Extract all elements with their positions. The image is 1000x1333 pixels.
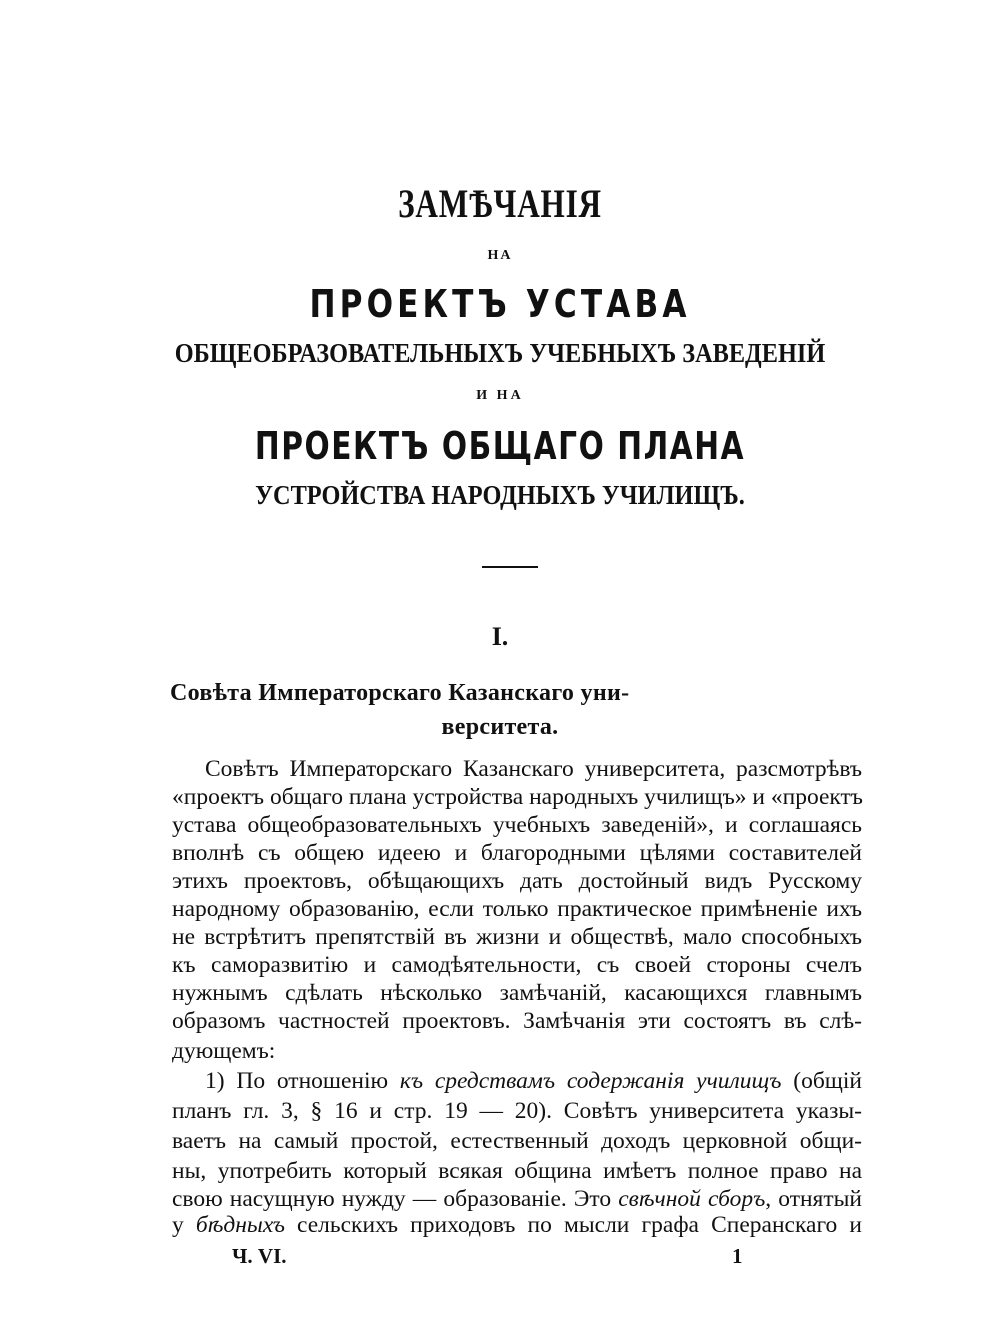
- section-number: I.: [491, 622, 509, 651]
- body-line: устава общеобразовательныхъ учебныхъ заведеній», и соглашаясь: [172, 812, 862, 838]
- body-italic: къ средствамъ содержанія училищъ: [399, 1068, 782, 1094]
- body-line: образомъ частностей проектовъ. Замѣчанія эти состоятъ въ слѣ-: [172, 1008, 862, 1034]
- body-line-last: дующемъ:: [172, 1038, 276, 1064]
- body-text: свою насущную нужду — образованіе. Это: [172, 1186, 619, 1212]
- body-line: нужнымъ сдѣлать нѣсколько замѣчаній, касающихся главнымъ: [172, 980, 862, 1006]
- title-proekt-plana: ПРОЕКТЪ ОБЩАГО ПЛАНА: [254, 424, 746, 468]
- body-italic: свѣчной сборъ: [618, 1186, 766, 1212]
- title-na: НА: [487, 248, 513, 263]
- section-heading-line1: Совѣта Императорскаго Казанскаго уни-: [170, 680, 630, 706]
- body-line: этихъ проектовъ, обѣщающихъ дать достойный видъ Русскому: [172, 868, 862, 894]
- body-text: сельскихъ приходовъ по мысли графа Сперанскаго и: [284, 1212, 862, 1238]
- title-proekt-ustava: ПРОЕКТЪ УСТАВА: [309, 282, 691, 326]
- body-line-final: [172, 1210, 862, 1240]
- body-line: ны, употребить который всякая община имѣетъ полное право на: [172, 1158, 862, 1184]
- body-italic: бѣдныхъ: [195, 1212, 285, 1238]
- title-obshcheobraz: ОБЩЕОБРАЗОВАТЕЛЬНЫХЪ УЧЕБНЫХЪ ЗАВЕДЕНІЙ: [174, 338, 826, 368]
- body-line: не встрѣтитъ препятствій въ жизни и обществѣ, мало способныхъ: [172, 924, 862, 950]
- section-heading-line2: верситета.: [441, 714, 559, 740]
- body-text: , отнятый: [765, 1186, 862, 1212]
- title-i-na: И НА: [476, 388, 524, 403]
- body-line: вполнѣ съ общею идеею и благородными цѣлями составителей: [172, 840, 862, 866]
- body-line: Совѣтъ Императорскаго Казанскаго университета, разсмотрѣвъ: [205, 756, 862, 782]
- title-main: ЗАМѢЧАНІЯ: [398, 181, 602, 226]
- divider-rule: [482, 566, 538, 568]
- body-line: ваетъ на самый простой, естественный доходъ церковной общи-: [172, 1128, 862, 1154]
- body-line: «проектъ общаго плана устройства народныхъ училищъ» и «проектъ: [172, 784, 863, 810]
- body-text: 1) По отношенію: [205, 1068, 400, 1094]
- body-line: планъ гл. 3, § 16 и стр. 19 — 20). Совѣтъ университета указы-: [172, 1098, 862, 1124]
- body-text: у: [172, 1212, 196, 1238]
- title-ustroistva: УСТРОЙСТВА НАРОДНЫХЪ УЧИЛИЩЪ.: [255, 480, 745, 510]
- footer-page-number: 1: [732, 1244, 743, 1268]
- body-line: къ саморазвитію и самодѣятельности, съ своей стороны счелъ: [172, 952, 862, 978]
- body-line: народному образованію, если только практическое примѣненіе ихъ: [172, 896, 862, 922]
- body-line: [205, 1066, 862, 1096]
- body-text: (общій: [781, 1068, 862, 1094]
- footer-part: Ч. VI.: [232, 1244, 287, 1268]
